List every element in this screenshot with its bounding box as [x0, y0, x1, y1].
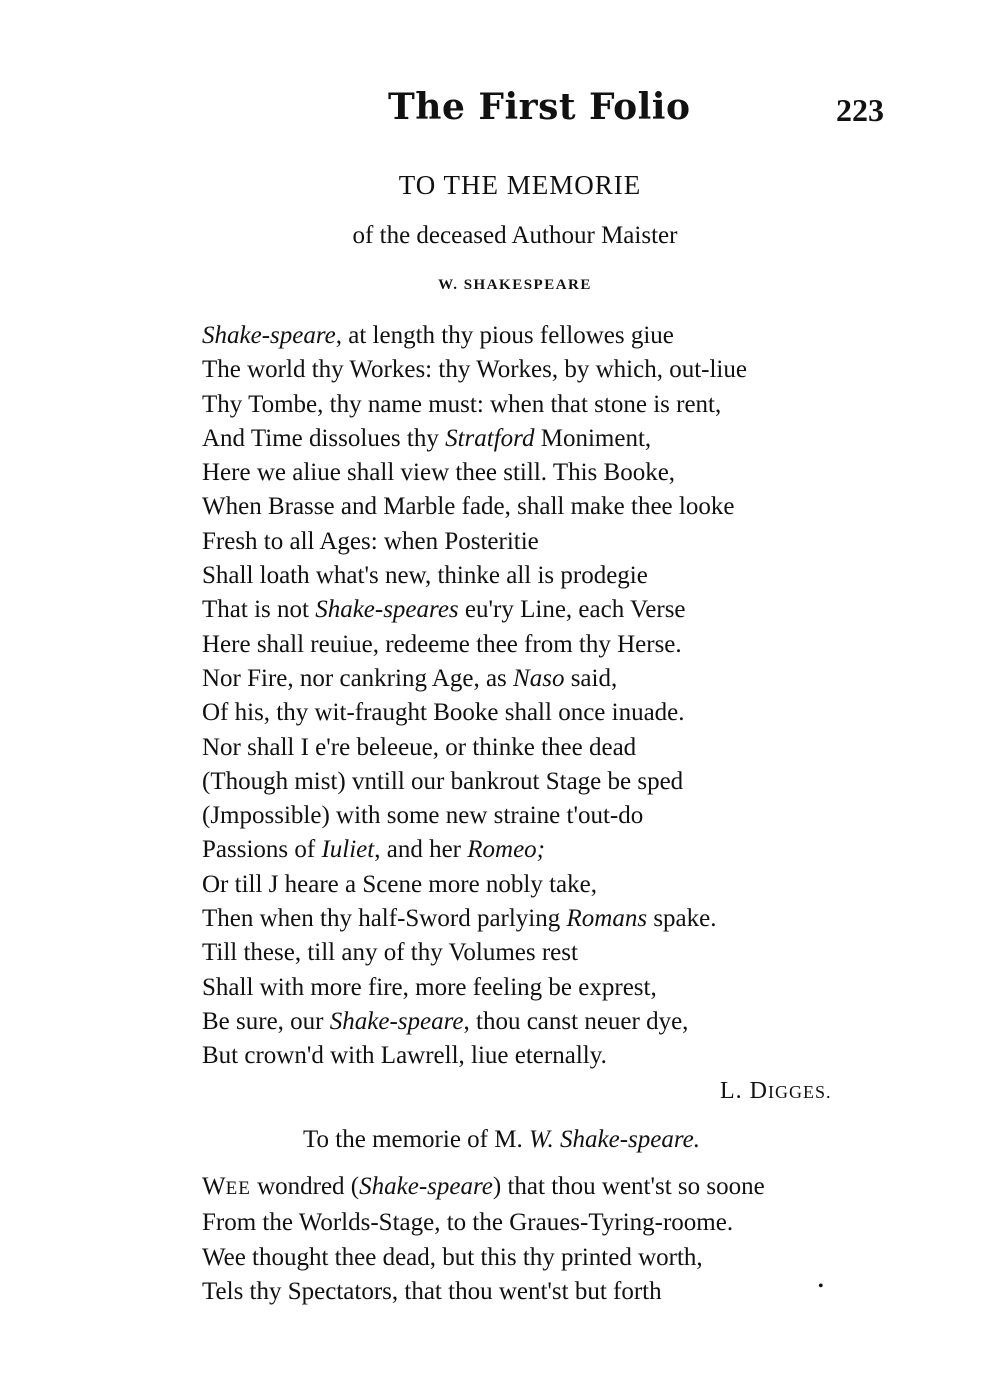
verse-text: said, [564, 664, 618, 692]
verse-text: Shall with more fire, more feeling be exprest, [202, 973, 657, 1001]
verse-line [202, 559, 922, 593]
verse-text: Moniment, [534, 424, 652, 452]
verse-text: , thou canst neuer dye, [463, 1007, 689, 1035]
signature-surname: IGGES. [768, 1082, 832, 1102]
verse-text: Of his, thy wit-fraught Booke shall once inuade. [202, 699, 685, 727]
verse-text: To the memorie of M. [303, 1126, 529, 1153]
verse-text: But crown'd with Lawrell, liue eternally. [202, 1042, 607, 1070]
verse-line [202, 731, 922, 765]
verse-line [202, 902, 922, 936]
verse-text: When Brasse and Marble fade, shall make thee looke [202, 493, 735, 521]
verse-text: From the Worlds-Stage, to the Graues-Tyring-roome. [202, 1209, 734, 1237]
verse-line [202, 696, 922, 730]
italic-text: Shake-speare [329, 1007, 464, 1035]
verse-text: Or till J heare a Scene more nobly take, [202, 870, 597, 898]
second-poem-title [303, 1126, 700, 1154]
verse-line [202, 868, 922, 902]
verse-line [202, 422, 922, 456]
running-head [0, 86, 1000, 136]
verse-line [202, 1005, 922, 1039]
verse-line [202, 936, 922, 970]
italic-text: Stratford [445, 424, 535, 452]
verse-text: Shall loath what's new, thinke all is prodegie [202, 562, 648, 590]
verse-line [202, 388, 922, 422]
page-number: 223 [836, 92, 884, 128]
poem-signature [720, 1078, 832, 1105]
verse-text: (Jmpossible) with some new straine t'out-do [202, 802, 644, 830]
verse-line [202, 662, 922, 696]
verse-line [202, 628, 922, 662]
running-title: The First Folio [388, 86, 691, 128]
signature-initial: L. D [720, 1078, 768, 1104]
poem-subtitle: of the deceased Authour Maister [352, 222, 678, 249]
italic-text: Romans [566, 905, 648, 933]
verse-line [202, 971, 922, 1005]
verse-text: Tels thy Spectators, that thou went'st but forth [202, 1277, 662, 1305]
italic-text: Romeo; [467, 836, 546, 864]
verse-text: That is not [202, 596, 316, 624]
verse-text: Wee thought thee dead, but this thy printed worth, [202, 1243, 703, 1271]
verse-text: spake. [647, 905, 717, 933]
italic-text: W. Shake-speare. [528, 1126, 701, 1153]
verse-line [202, 1275, 922, 1309]
verse-text: Then when thy half-Sword parlying [202, 905, 567, 933]
verse-text: Till these, till any of thy Volumes rest [202, 939, 578, 967]
verse-line [202, 765, 922, 799]
verse-text: Nor Fire, nor cankring Age, as [202, 664, 514, 692]
verse-line [202, 833, 922, 867]
second-poem-verse [202, 1170, 922, 1309]
italic-text: Iuliet [321, 836, 375, 864]
verse-text: The world thy Workes: thy Workes, by which, out-liue [202, 356, 747, 384]
italic-text: Shake-speare [202, 322, 336, 349]
verse-text: Be sure, our [202, 1007, 330, 1035]
catchword-mark: • [818, 1278, 824, 1295]
verse-line [202, 1039, 922, 1073]
verse-text: , at length thy pious fellowes giue [335, 322, 674, 349]
italic-text: Naso [513, 664, 565, 692]
verse-line [202, 456, 922, 490]
verse-text: Here shall reuiue, redeeme thee from thy Herse. [202, 630, 682, 658]
verse-line [202, 1170, 922, 1206]
verse-text: Passions of [202, 836, 322, 864]
italic-text: Shake-speare [359, 1173, 493, 1200]
small-caps-rest: EE [225, 1178, 251, 1199]
verse-text: , and her [374, 836, 468, 864]
verse-line [202, 799, 922, 833]
verse-text: Here we aliue shall view thee still. This Booke, [202, 459, 676, 487]
verse-text: (Though mist) vntill our bankrout Stage be sped [202, 767, 684, 795]
poem-verse [202, 319, 922, 1074]
verse-text: Nor shall I e're beleeue, or thinke thee dead [202, 733, 637, 761]
verse-text: Thy Tombe, thy name must: when that stone is rent, [202, 390, 722, 418]
verse-text: wondred ( [250, 1173, 360, 1200]
verse-line [202, 525, 922, 559]
small-caps-initial: W [202, 1173, 226, 1200]
verse-text: eu'ry Line, each Verse [458, 596, 686, 624]
verse-text: And Time dissolues thy [202, 424, 446, 452]
verse-line [202, 353, 922, 387]
poem-title: TO THE MEMORIE [398, 170, 642, 200]
verse-text: Fresh to all Ages: when Posteritie [202, 527, 539, 555]
poem-dedicatee: W. SHAKESPEARE [438, 277, 592, 293]
italic-text: Shake-speares [315, 596, 459, 624]
verse-line [202, 1206, 922, 1240]
verse-line [202, 593, 922, 627]
verse-text: ) that thou went'st so soone [492, 1173, 765, 1200]
verse-line [202, 319, 922, 353]
verse-line [202, 490, 922, 524]
verse-line [202, 1241, 922, 1275]
